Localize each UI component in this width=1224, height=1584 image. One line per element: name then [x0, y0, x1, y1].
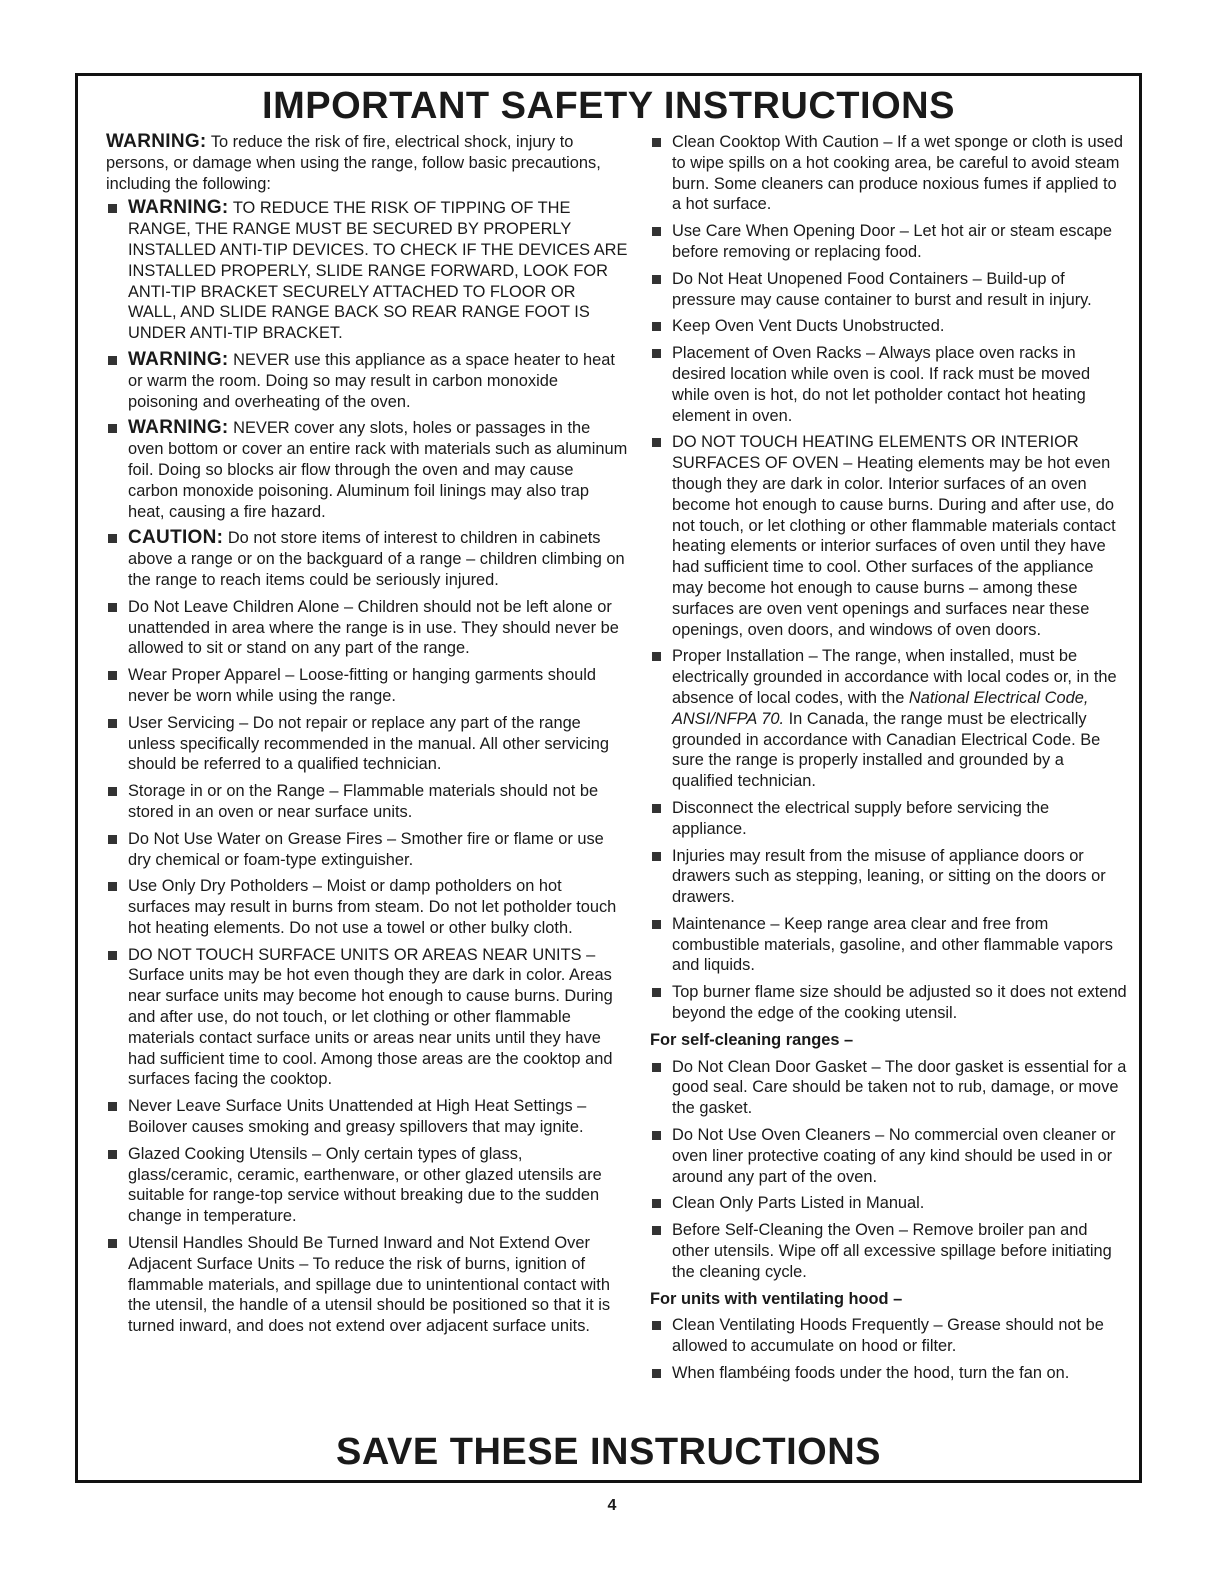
- bullet-icon: [652, 1226, 661, 1235]
- list-item: [650, 1125, 1128, 1187]
- list-item: [106, 876, 628, 938]
- list-item: [650, 432, 1128, 640]
- list-item: [106, 713, 628, 775]
- bullet-icon: [108, 1150, 117, 1159]
- bullet-icon: [108, 671, 117, 680]
- list-item: [106, 1144, 628, 1227]
- list-item: [106, 1096, 628, 1138]
- intro-text: To reduce the risk of fire, electrical shock, injury to persons, or damage when using the range, follow basic precautions, including the following:: [106, 133, 601, 193]
- item-text: Do Not Use Oven Cleaners – No commercial oven cleaner or oven liner protective coating of any kind should be used in or around any part of the oven.: [672, 1126, 1116, 1186]
- bullet-icon: [108, 787, 117, 796]
- bullet-icon: [108, 1239, 117, 1248]
- bullet-icon: [652, 227, 661, 236]
- item-lead: WARNING:: [128, 197, 229, 219]
- bullet-icon: [652, 652, 661, 661]
- bullet-icon: [652, 138, 661, 147]
- item-text-italic: National Electrical Code, ANSI/NFPA 70.: [672, 688, 1089, 728]
- item-text: Wear Proper Apparel – Loose-fitting or hanging garments should never be worn while using the range.: [128, 666, 597, 705]
- list-item: [650, 1193, 1128, 1214]
- bullet-icon: [108, 603, 117, 612]
- list-item: [106, 665, 628, 707]
- item-text: Do not store items of interest to children in cabinets above a range or on the backguard of a range – children climbing on the range to reach items could be seriously injured.: [128, 529, 625, 589]
- list-item: [106, 528, 628, 590]
- bullet-icon: [652, 1131, 661, 1140]
- item-text: Use Only Dry Potholders – Moist or damp potholders on hot surfaces may result in burns from steam. Do not let potholder touch hot heating elements. Do not use a towel or other bulky cloth.: [128, 877, 617, 937]
- bullet-icon: [108, 356, 117, 365]
- list-item: [650, 798, 1128, 840]
- list-item: [650, 269, 1128, 311]
- page-title: IMPORTANT SAFETY INSTRUCTIONS: [262, 85, 955, 127]
- item-text: Proper Installation – The range, when installed, must be electrically grounded in accordance with local codes or, in the absence of local codes, with the: [672, 647, 1117, 707]
- list-item: [650, 1057, 1128, 1119]
- list-item: [650, 982, 1128, 1024]
- bullet-icon: [652, 1369, 661, 1378]
- list-item: [650, 846, 1128, 908]
- bullet-icon: [108, 204, 117, 213]
- list-item: [106, 418, 628, 522]
- item-text: Clean Ventilating Hoods Frequently – Grease should not be allowed to accumulate on hood or filter.: [672, 1316, 1104, 1356]
- left-column: [106, 132, 628, 1343]
- bullet-icon: [652, 804, 661, 813]
- ventilating-hood-heading: For units with ventilating hood –: [650, 1289, 903, 1308]
- item-text: Do Not Leave Children Alone – Children should not be left alone or unattended in area where the range is in use. They should never be allowed to sit or stand on any part of the range.: [128, 597, 619, 658]
- item-text: Use Care When Opening Door – Let hot air or steam escape before removing or replacing food.: [672, 222, 1113, 261]
- item-text: Utensil Handles Should Be Turned Inward and Not Extend Over Adjacent Surface Units – To reduce the risk of burns, ignition of flammable materials, and spillage due to unintentional contact with the utensil, the handle of a utensil should be positioned so that it is turned inward, and does not extend over adjacent surface units.: [128, 1234, 611, 1336]
- list-item: [106, 829, 628, 871]
- item-text: DO NOT TOUCH HEATING ELEMENTS OR INTERIOR SURFACES OF OVEN – Heating elements may be hot even though they are dark in color. Interior surfaces of an oven become hot enough to cause burns. During and after use, do not touch, or let clothing or other flammable materials contact heating elements or interior surfaces of oven until they have had sufficient time to cool. Other surfaces of the appliance may become hot enough to cause burns – among these surfaces are oven vent openings and surfaces near these openings, oven doors, and windows of oven doors.: [672, 433, 1116, 639]
- item-text: Maintenance – Keep range area clear and free from combustible materials, gasoline, and other flammable vapors and liquids.: [672, 914, 1113, 975]
- bullet-icon: [652, 438, 661, 447]
- item-text: Disconnect the electrical supply before servicing the appliance.: [672, 798, 1050, 838]
- list-item: [106, 350, 628, 412]
- bullet-icon: [108, 424, 117, 433]
- list-item: [106, 781, 628, 823]
- bullet-icon: [652, 1321, 661, 1330]
- list-item-proper-installation: [650, 646, 1128, 792]
- item-text: When flambéing foods under the hood, turn the fan on.: [672, 1364, 1070, 1383]
- bullet-icon: [652, 275, 661, 284]
- item-text: Do Not Clean Door Gasket – The door gasket is essential for a good seal. Care should be taken not to rub, damage, or move the gasket.: [672, 1057, 1127, 1118]
- item-text: Placement of Oven Racks – Always place oven racks in desired location while oven is cool. If rack must be moved while oven is hot, do not let potholder contact hot heating element in oven.: [672, 344, 1091, 425]
- intro-lead: WARNING:: [106, 131, 207, 152]
- item-text: User Servicing – Do not repair or replace any part of the range unless specifically recommended in the manual. All other servicing should be referred to a qualified technician.: [128, 713, 610, 774]
- list-item: [650, 1220, 1128, 1282]
- bullet-icon: [652, 920, 661, 929]
- list-item: [106, 597, 628, 659]
- item-text: In Canada, the range must be electrically grounded in accordance with Canadian Electrical Code. Be sure the range is properly installed and grounded by a qualified technician.: [672, 709, 1101, 791]
- item-lead: WARNING:: [128, 417, 229, 439]
- item-text: Do Not Use Water on Grease Fires – Smother fire or flame or use dry chemical or foam-type extinguisher.: [128, 829, 604, 869]
- item-text: Clean Cooktop With Caution – If a wet sponge or cloth is used to wipe spills on a hot cooking area, be careful to avoid steam burn. Some cleaners can produce noxious fumes if applied to a hot surface.: [672, 133, 1123, 214]
- list-item: [650, 221, 1128, 263]
- bullet-icon: [108, 951, 117, 960]
- item-text: Before Self-Cleaning the Oven – Remove broiler pan and other utensils. Wipe off all excessive spillage before initiating the cleaning cycle.: [672, 1221, 1112, 1281]
- item-text: Keep Oven Vent Ducts Unobstructed.: [672, 317, 945, 336]
- safety-instructions-frame: [75, 73, 1142, 1483]
- item-lead: WARNING:: [128, 348, 229, 370]
- bullet-icon: [108, 835, 117, 844]
- bullet-icon: [652, 1199, 661, 1208]
- item-text: NEVER use this appliance as a space heater to heat or warm the room. Doing so may result in carbon monoxide poisoning and overheating of the oven.: [128, 350, 615, 411]
- list-item: [650, 1315, 1128, 1357]
- bullet-icon: [652, 349, 661, 358]
- bullet-icon: [108, 882, 117, 891]
- list-item: [106, 945, 628, 1091]
- item-text: Never Leave Surface Units Unattended at High Heat Settings – Boilover causes smoking and greasy spillovers that may ignite.: [128, 1097, 587, 1137]
- list-item: [106, 1233, 628, 1337]
- list-item: [650, 1363, 1128, 1384]
- bullet-icon: [652, 988, 661, 997]
- list-item: [650, 132, 1128, 215]
- item-text: DO NOT TOUCH SURFACE UNITS OR AREAS NEAR UNITS – Surface units may be hot even though they are dark in color. Areas near surface units may become hot enough to cause burns. During and after use, do not touch, or let clothing or other flammable materials contact surface units or areas near units until they have had sufficient time to cool. Among those areas are the cooktop and surfaces facing the cooktop.: [128, 945, 613, 1089]
- bullet-icon: [108, 719, 117, 728]
- intro-warning: [106, 132, 628, 194]
- list-item: [106, 198, 628, 344]
- bullet-icon: [652, 1063, 661, 1072]
- bullet-icon: [652, 852, 661, 861]
- item-lead: CAUTION:: [128, 527, 224, 549]
- item-text: Do Not Heat Unopened Food Containers – Build-up of pressure may cause container to burst and result in injury.: [672, 269, 1092, 309]
- self-cleaning-heading: For self-cleaning ranges –: [650, 1030, 854, 1049]
- save-instructions-title: SAVE THESE INSTRUCTIONS: [336, 1431, 881, 1473]
- list-item: [650, 343, 1128, 426]
- item-text: Clean Only Parts Listed in Manual.: [672, 1194, 925, 1213]
- right-column: [650, 132, 1128, 1390]
- list-item: [650, 914, 1128, 976]
- bullet-icon: [652, 322, 661, 331]
- item-text: NEVER cover any slots, holes or passages in the oven bottom or cover an entire rack with materials such as aluminum foil. Doing so blocks air flow through the oven and may cause carbon monoxide poisoning. Aluminum foil linings may also trap heat, causing a fire hazard.: [128, 419, 628, 521]
- list-item: [650, 316, 1128, 337]
- page-number: 4: [607, 1497, 617, 1514]
- item-text: Glazed Cooking Utensils – Only certain types of glass, glass/ceramic, ceramic, earthenware, or other glazed utensils are suitable for range-top service without breaking due to the sudden change in temperature.: [128, 1144, 602, 1226]
- item-text: Injuries may result from the misuse of appliance doors or drawers such as stepping, leaning, or sitting on the doors or drawers.: [672, 846, 1106, 907]
- item-text: Top burner flame size should be adjusted so it does not extend beyond the edge of the cooking utensil.: [672, 983, 1127, 1023]
- bullet-icon: [108, 534, 117, 543]
- item-text: Storage in or on the Range – Flammable materials should not be stored in an oven or near surface units.: [128, 782, 599, 821]
- bullet-icon: [108, 1102, 117, 1111]
- item-text: TO REDUCE THE RISK OF TIPPING OF THE RANGE, THE RANGE MUST BE SECURED BY PROPERLY INSTALLED ANTI-TIP DEVICES. TO CHECK IF THE DEVICES ARE INSTALLED PROPERLY, SLIDE RANGE FORWARD, LOOK FOR ANTI-TIP BRACKET SECURELY ATTACHED TO FLOOR OR WALL, AND SLIDE RANGE BACK SO REAR RANGE FOOT IS UNDER ANTI-TIP BRACKET.: [128, 199, 628, 343]
